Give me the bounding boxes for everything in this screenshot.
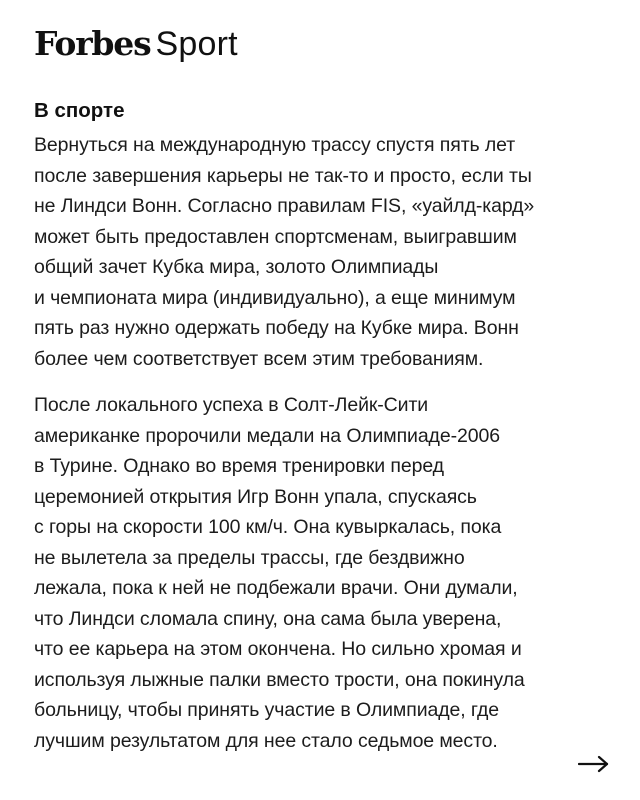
paragraph-line: что Линдси сломала спину, она сама была уверена, [34, 607, 502, 630]
paragraph-line: не Линдси Вонн. Согласно правилам FIS, «уайлд-кард» [34, 195, 535, 217]
paragraph-line: может быть предоставлен спортсменам, выигравшим [34, 225, 517, 248]
paragraph-line: церемонией открытия Игр Вонн упала, спускаясь [34, 485, 477, 508]
article-paragraph-2 [34, 390, 608, 756]
brand-logo[interactable] [34, 24, 608, 74]
paragraph-line: в Турине. Однако во время тренировки перед [34, 455, 444, 477]
paragraph-line: американке пророчили медали на Олимпиаде-2006 [34, 424, 500, 447]
next-page-button[interactable] [578, 754, 610, 774]
brand-section-wordmark: Sport [155, 25, 238, 63]
section-heading: В спорте [34, 99, 125, 122]
paragraph-line: и чемпионата мира (индивидуально), а еще минимум [34, 286, 516, 309]
paragraph-line: пять раз нужно одержать победу на Кубке мира. Вонн [34, 317, 519, 339]
paragraph-line: После локального успеха в Солт-Лейк-Сити [34, 394, 429, 416]
article-paragraph-1 [34, 130, 608, 374]
paragraph-line: используя лыжные палки вместо трости, она покинула [34, 668, 525, 691]
arrow-right-icon [578, 754, 610, 774]
paragraph-line: более чем соответствует всем этим требованиям. [34, 347, 484, 370]
paragraph-line: после завершения карьеры не так-то и просто, если ты [34, 164, 532, 187]
paragraph-line: лучшим результатом для нее стало седьмое место. [34, 729, 498, 752]
paragraph-line: что ее карьера на этом окончена. Но сильно хромая и [34, 638, 522, 660]
paragraph-line: Вернуться на международную трассу спустя пять лет [34, 134, 516, 156]
paragraph-line: больницу, чтобы принять участие в Олимпиаде, где [34, 699, 500, 721]
paragraph-line: общий зачет Кубка мира, золото Олимпиады [34, 256, 439, 278]
paragraph-line: с горы на скорости 100 км/ч. Она кувыркалась, пока [34, 516, 502, 538]
brand-forbes-wordmark: Forbes [34, 24, 151, 63]
paragraph-line: лежала, пока к ней не подбежали врачи. Они думали, [34, 577, 518, 599]
paragraph-line: не вылетела за пределы трассы, где бездвижно [34, 546, 465, 569]
